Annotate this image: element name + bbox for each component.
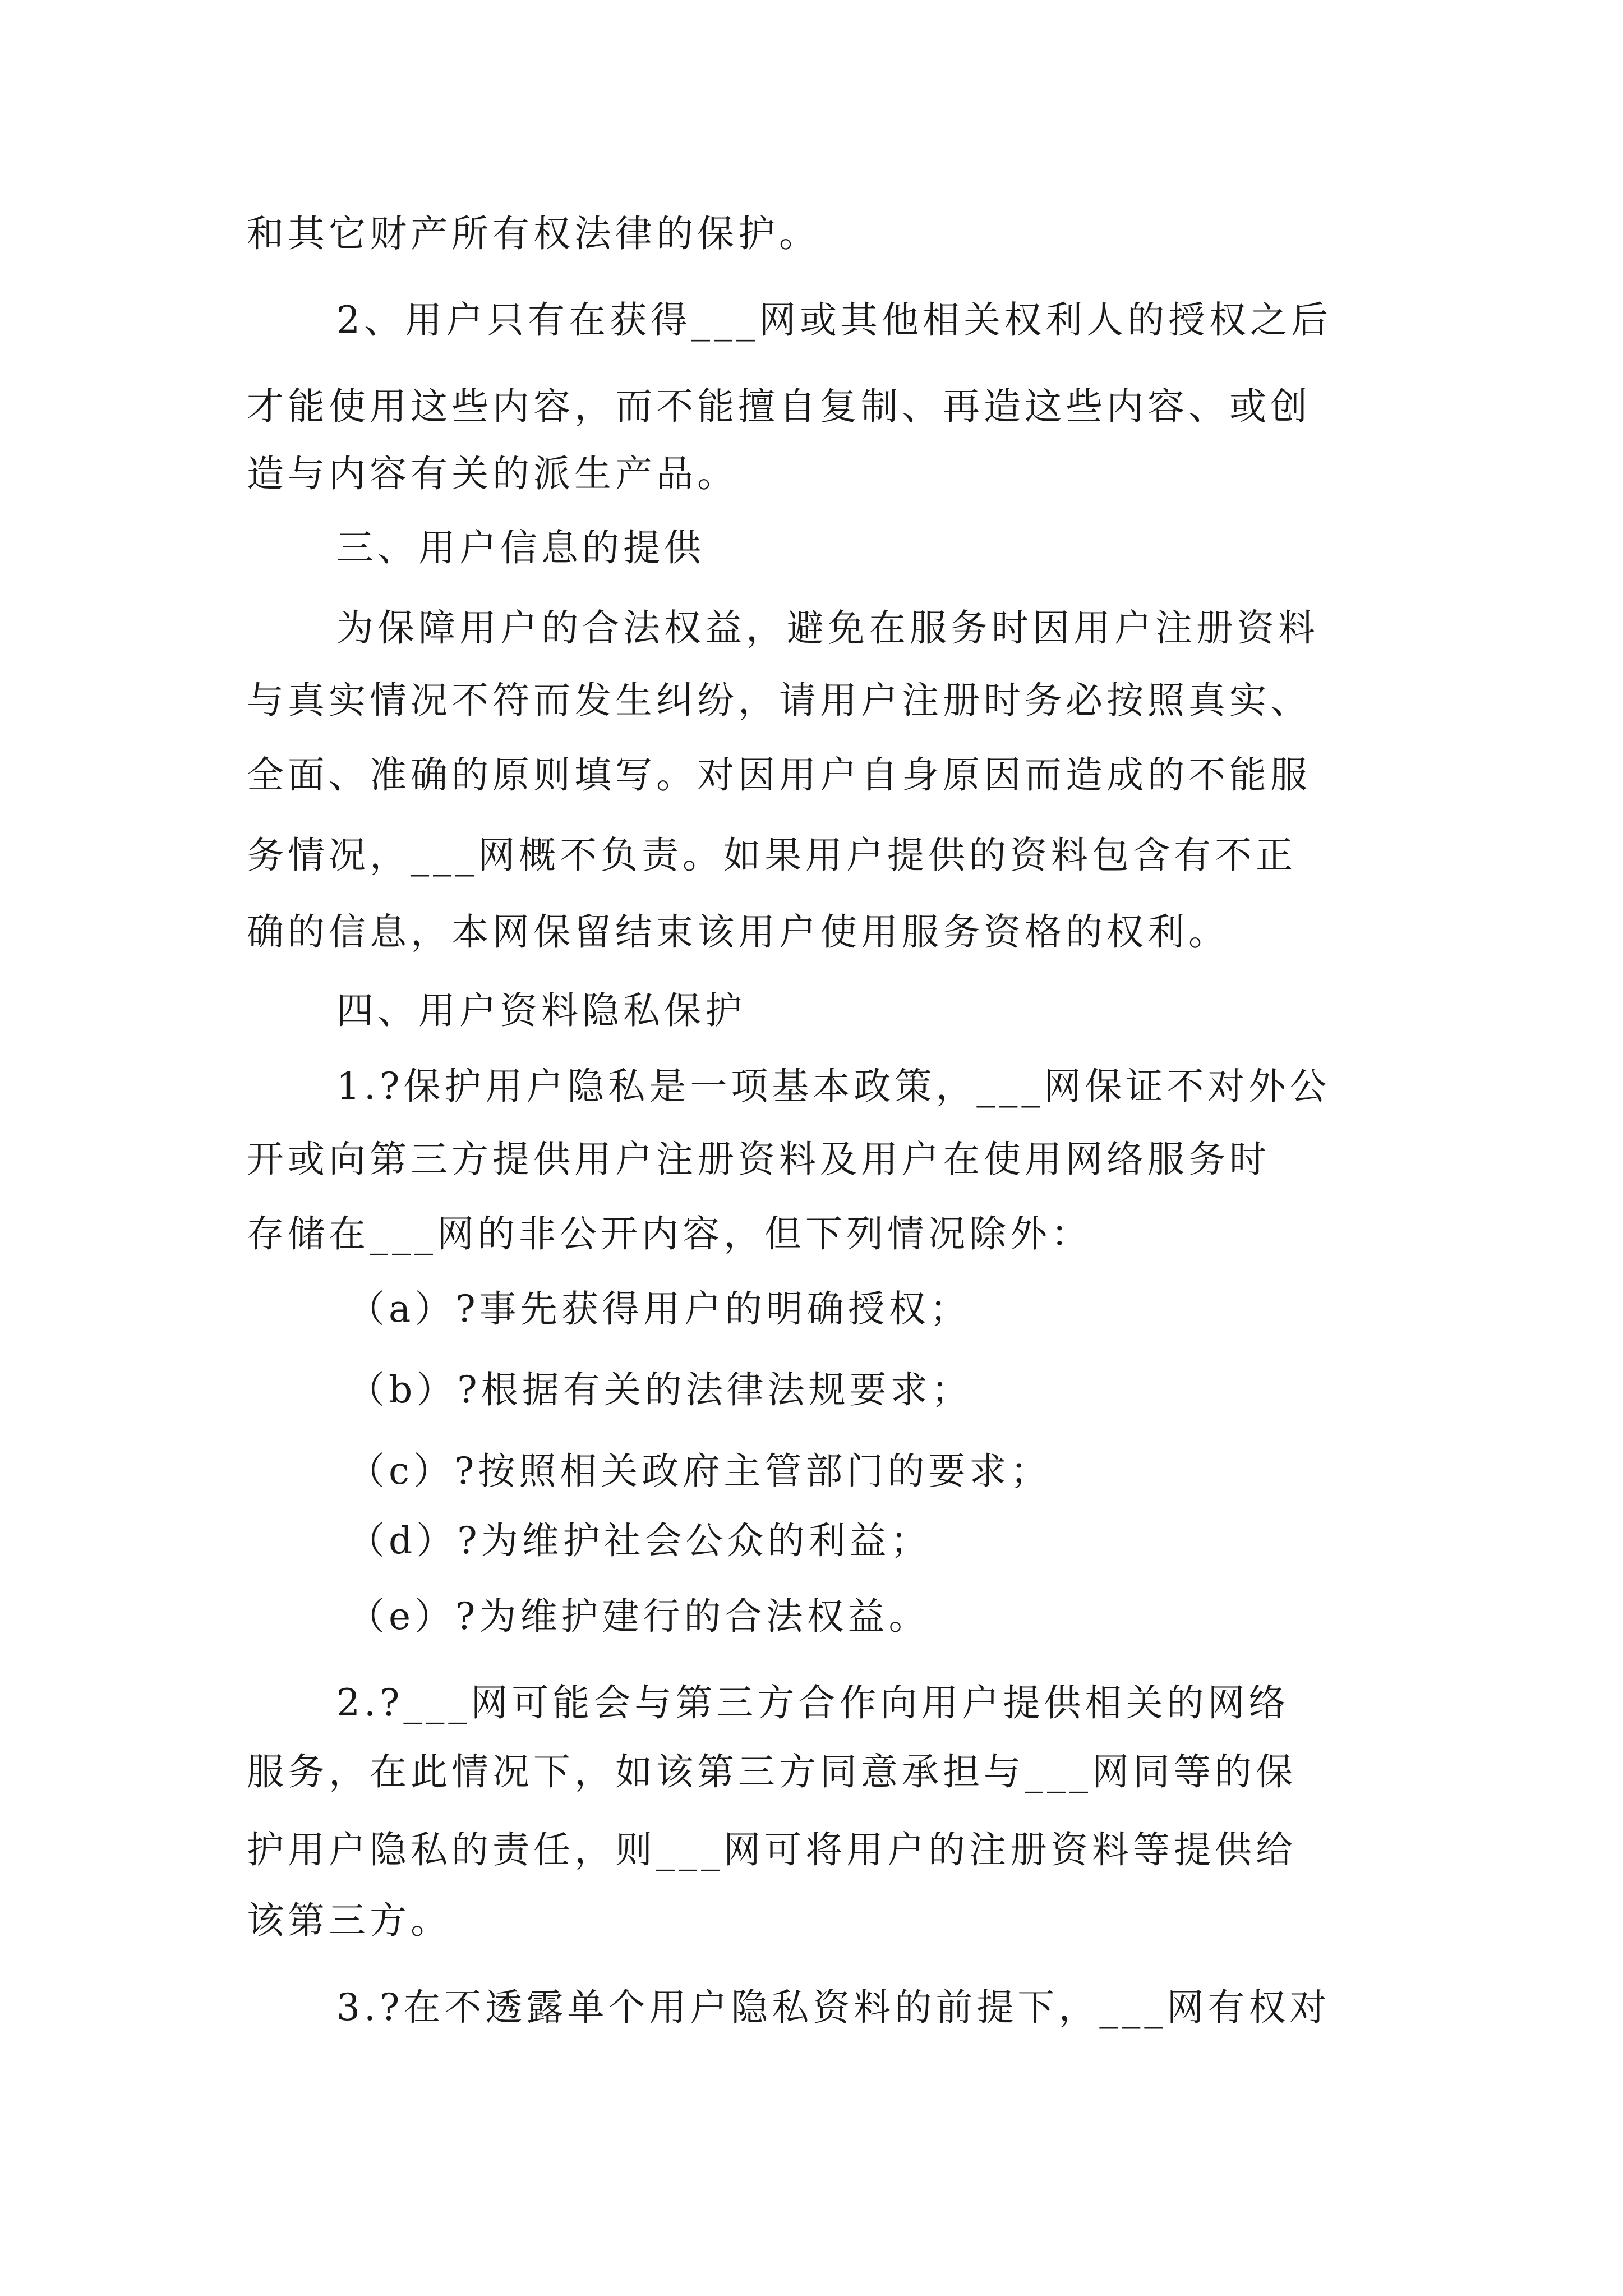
body-text-line: 务情况，___网概不负责。如果用户提供的资料包含有不正 xyxy=(247,834,1297,877)
body-text-line: 该第三方。 xyxy=(247,1899,451,1942)
paragraph-first-line: 1.?保护用户隐私是一项基本政策，___网保证不对外公 xyxy=(336,1065,1331,1108)
body-text-line: 才能使用这些内容，而不能擅自复制、再造这些内容、或创 xyxy=(247,385,1311,428)
paragraph-first-line: 3.?在不透露单个用户隐私资料的前提下，___网有权对 xyxy=(336,1986,1331,2029)
body-text-line: 全面、准确的原则填写。对因用户自身原因而造成的不能服 xyxy=(247,753,1311,797)
body-text-line: 开或向第三方提供用户注册资料及用户在使用网络服务时 xyxy=(247,1138,1270,1181)
paragraph-first-line: 2.?___网可能会与第三方合作向用户提供相关的网络 xyxy=(336,1681,1290,1724)
list-item: （d）?为维护社会公众的利益； xyxy=(348,1519,932,1562)
list-item: （a）?事先获得用户的明确授权； xyxy=(348,1287,971,1331)
body-text-line: 确的信息，本网保留结束该用户使用服务资格的权利。 xyxy=(247,910,1229,954)
paragraph-first-line: 2、用户只有在获得___网或其他相关权利人的授权之后 xyxy=(336,298,1332,342)
list-item: （c）?按照相关政府主管部门的要求； xyxy=(348,1450,1052,1493)
list-item: （e）?为维护建行的合法权益。 xyxy=(348,1595,930,1638)
section-heading: 四、用户资料隐私保护 xyxy=(336,989,746,1032)
paragraph-first-line: 为保障用户的合法权益，避免在服务时因用户注册资料 xyxy=(336,606,1319,650)
body-text-line: 护用户隐私的责任，则___网可将用户的注册资料等提供给 xyxy=(247,1828,1297,1871)
body-text-line: 服务，在此情况下，如该第三方同意承担与___网同等的保 xyxy=(247,1750,1297,1793)
list-item: （b）?根据有关的法律法规要求； xyxy=(348,1368,972,1411)
body-text-line: 造与内容有关的派生产品。 xyxy=(247,452,738,495)
body-text-line: 与真实情况不符而发生纠纷，请用户注册时务必按照真实、 xyxy=(247,679,1311,722)
body-text-line: 存储在___网的非公开内容，但下列情况除外： xyxy=(247,1212,1092,1255)
section-heading: 三、用户信息的提供 xyxy=(336,526,705,569)
body-text-line: 和其它财产所有权法律的保护。 xyxy=(247,212,820,255)
